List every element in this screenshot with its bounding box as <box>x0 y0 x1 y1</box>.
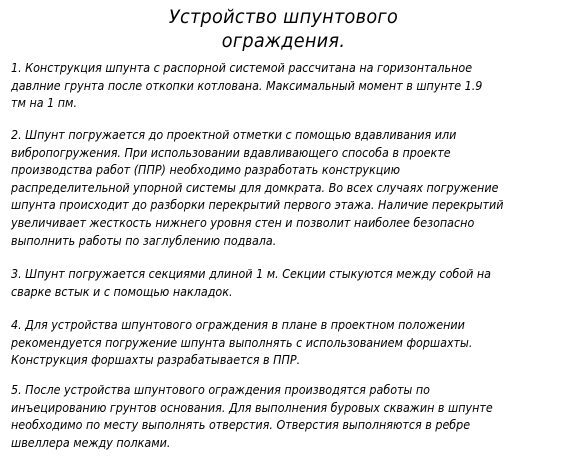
title-line-2: ограждения. <box>221 30 346 52</box>
note-paragraph-5 <box>11 381 559 451</box>
note-paragraph-4 <box>11 316 559 369</box>
note-line: необходимо по месту выполнять отверстия. Отверстия выполняются в ребре <box>11 417 471 433</box>
title-line-1: Устройство шпунтового <box>168 6 399 28</box>
page-title <box>20 5 547 53</box>
note-paragraph-3 <box>11 265 559 300</box>
note-line: рекомендуется погружение шпунта выполнять с использованием форшахты. <box>11 334 473 350</box>
note-line: давлние грунта после откопки котлована. Максимальный момент в шпунте 1.9 <box>11 77 483 93</box>
note-line: инъецированию грунтов основания. Для выполнения буровых скважин в шпунте <box>11 399 493 415</box>
note-line: 2. Шпунт погружается до проектной отметки с помощью вдавливания или <box>11 127 457 142</box>
note-line: 4. Для устройства шпунтового ограждения в плане в проектном положении <box>11 317 465 332</box>
note-line: Конструкция форшахты разрабатывается в ППР. <box>11 352 301 368</box>
note-line: шпунта происходит до разборки перекрытий первого этажа. Наличие перекрытий <box>11 197 504 213</box>
note-paragraph-2 <box>11 126 559 249</box>
note-line: вибропогружения. При использовании вдавливающего способа в проекте <box>11 144 451 160</box>
note-line: производства работ (ППР) необходимо разработать конструкцию <box>11 162 400 178</box>
note-line: увеличивает жесткость нижнего уровня стен и позволит наиболее безопасно <box>11 214 475 230</box>
note-line: 5. После устройства шпунтового ограждения производятся работы по <box>11 382 430 397</box>
note-line: распределительной упорной системы для домкрата. Во всех случаях погружение <box>11 179 499 195</box>
note-line: 1. Конструкция шпунта с распорной системой рассчитана на горизонтальное <box>11 60 473 75</box>
note-paragraph-1 <box>11 59 559 112</box>
note-line: тм на 1 пм. <box>11 95 78 111</box>
note-line: швеллера между полками. <box>11 434 171 450</box>
note-line: сварке встык и с помощью накладок. <box>11 283 233 299</box>
note-line: выполнить работы по заглублению подвала. <box>11 232 277 248</box>
note-line: 3. Шпунт погружается секциями длиной 1 м. Секции стыкуются между собой на <box>11 266 492 281</box>
